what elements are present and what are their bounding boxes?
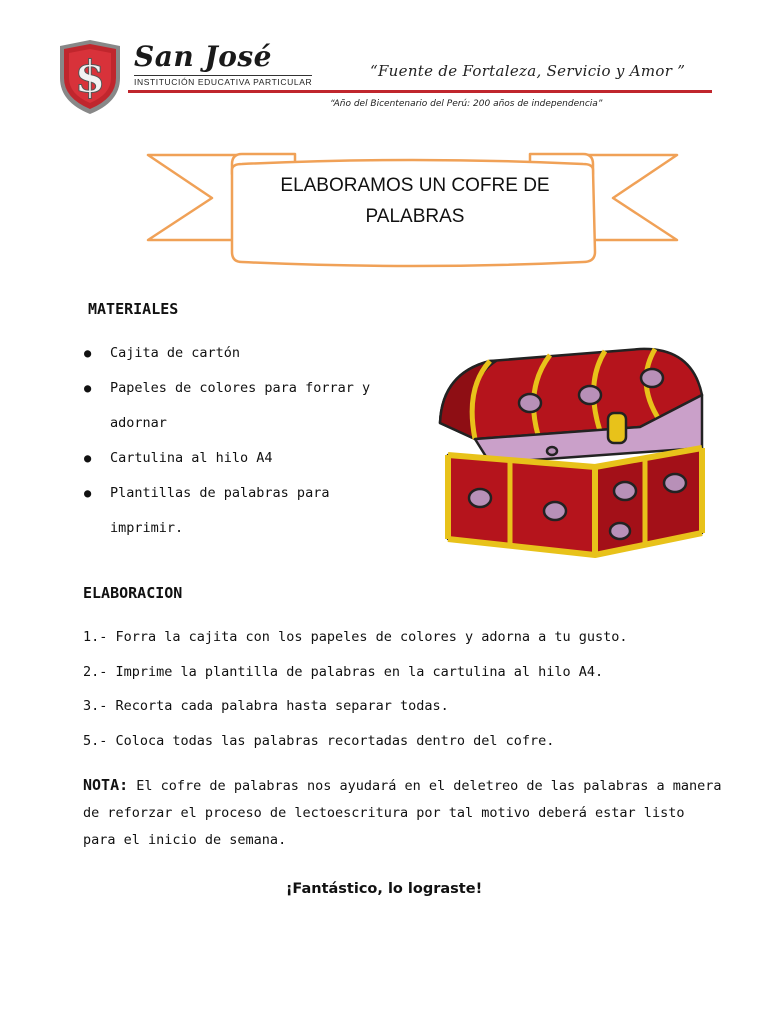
materials-heading: MATERIALES xyxy=(88,300,179,318)
bullet-icon: ● xyxy=(84,346,92,360)
header-divider xyxy=(128,90,712,93)
closing-message: ¡Fantástico, lo lograste! xyxy=(285,881,483,897)
bullet-icon: ● xyxy=(84,381,92,395)
materials-list xyxy=(84,336,404,546)
school-crest-icon xyxy=(55,38,125,116)
list-item: ● Plantillas de palabras para imprimir. xyxy=(84,476,404,546)
school-name: San José xyxy=(134,40,272,73)
list-item: ● Cajita de cartón xyxy=(84,336,404,371)
bullet-icon: ● xyxy=(84,451,92,465)
treasure-chest-icon xyxy=(430,343,712,561)
year-motto: “Año del Bicentenario del Perú: 200 años de independencia” xyxy=(330,99,603,109)
page-title-line1: ELABORAMOS UN COFRE DE xyxy=(280,175,550,196)
note-text: El cofre de palabras nos ayudará en el deletreo de las palabras a manera de reforzar el proceso de lectoescritura por tal motivo deberá estar listo para el inicio de semana. xyxy=(83,778,722,848)
note-label: NOTA: xyxy=(83,776,129,794)
svg-text:$: $ xyxy=(74,52,106,103)
list-item: 2.- Imprime la plantilla de palabras en la cartulina al hilo A4. xyxy=(83,663,604,680)
steps-list xyxy=(83,620,723,758)
school-motto: “Fuente de Fortaleza, Servicio y Amor ” xyxy=(370,62,686,80)
list-item: ● Papeles de colores para forrar y adornar xyxy=(84,371,404,441)
note-paragraph xyxy=(83,772,723,854)
list-item: 1.- Forra la cajita con los papeles de colores y adorna a tu gusto. xyxy=(83,629,628,645)
list-item: 5.- Coloca todas las palabras recortadas dentro del cofre. xyxy=(83,732,555,749)
page-title-line2: PALABRAS xyxy=(365,206,465,227)
page-title xyxy=(232,170,598,232)
bullet-icon: ● xyxy=(84,486,92,500)
list-item: ● Cartulina al hilo A4 xyxy=(84,441,404,476)
list-item: 3.- Recorta cada palabra hasta separar todas. xyxy=(83,698,449,714)
school-subtitle: INSTITUCIÓN EDUCATIVA PARTICULAR xyxy=(134,77,313,87)
elaboracion-heading: ELABORACION xyxy=(83,584,183,602)
